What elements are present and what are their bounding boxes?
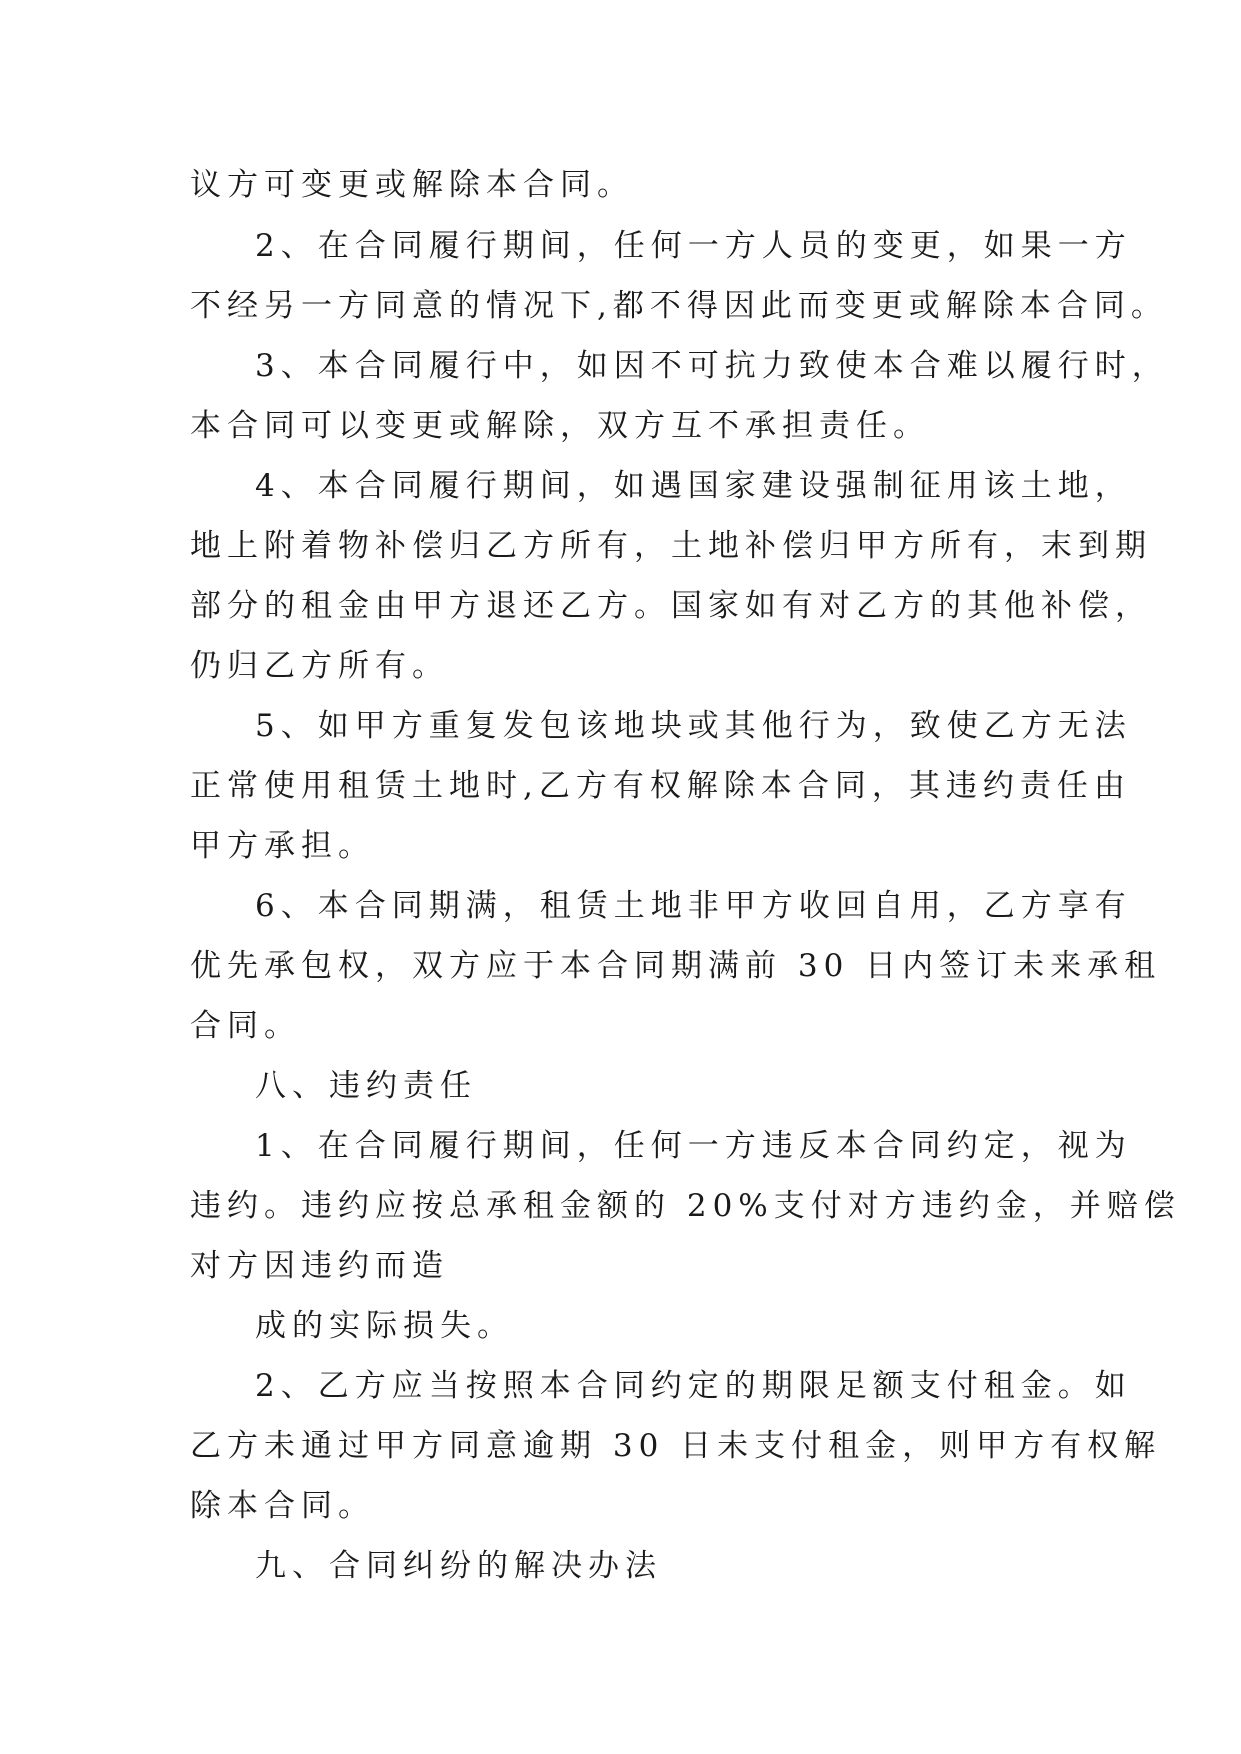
text-line-22: 乙方未通过甲方同意逾期 30 日未支付租金，则甲方有权解 bbox=[190, 1428, 1162, 1464]
text-line-19: 对方因违约而造 bbox=[190, 1248, 449, 1284]
text-line-9: 仍归乙方所有。 bbox=[190, 648, 449, 684]
section-heading-9: 九、合同纠纷的解决办法 bbox=[255, 1548, 662, 1584]
text-line-21: 2、乙方应当按照本合同约定的期限足额支付租金。如 bbox=[255, 1368, 1132, 1404]
text-line-10: 5、如甲方重复发包该地块或其他行为，致使乙方无法 bbox=[255, 708, 1132, 744]
text-line-11: 正常使用租赁土地时,乙方有权解除本合同，其违约责任由 bbox=[190, 768, 1131, 804]
text-line-20: 成的实际损失。 bbox=[255, 1308, 514, 1344]
text-line-13: 6、本合同期满，租赁土地非甲方收回自用，乙方享有 bbox=[255, 888, 1132, 924]
text-line-17: 1、在合同履行期间，任何一方违反本合同约定，视为 bbox=[255, 1128, 1132, 1164]
section-heading-8: 八、违约责任 bbox=[255, 1068, 477, 1104]
text-line-1: 议方可变更或解除本合同。 bbox=[190, 167, 634, 203]
text-line-23: 除本合同。 bbox=[190, 1488, 375, 1524]
text-line-12: 甲方承担。 bbox=[190, 828, 375, 864]
text-line-18: 违约。违约应按总承租金额的 20%支付对方违约金，并赔偿 bbox=[190, 1188, 1181, 1224]
text-line-2: 2、在合同履行期间，任何一方人员的变更，如果一方 bbox=[255, 228, 1132, 264]
text-line-4: 3、本合同履行中，如因不可抗力致使本合难以履行时， bbox=[255, 348, 1169, 384]
text-line-8: 部分的租金由甲方退还乙方。国家如有对乙方的其他补偿， bbox=[190, 588, 1152, 624]
text-line-14: 优先承包权，双方应于本合同期满前 30 日内签订未来承租 bbox=[190, 948, 1162, 984]
text-line-5: 本合同可以变更或解除，双方互不承担责任。 bbox=[190, 408, 930, 444]
text-line-15: 合同。 bbox=[190, 1008, 301, 1044]
text-line-3: 不经另一方同意的情况下,都不得因此而变更或解除本合同。 bbox=[190, 288, 1168, 324]
text-line-7: 地上附着物补偿归乙方所有，土地补偿归甲方所有，末到期 bbox=[190, 528, 1152, 564]
text-line-6: 4、本合同履行期间，如遇国家建设强制征用该土地， bbox=[255, 468, 1132, 504]
